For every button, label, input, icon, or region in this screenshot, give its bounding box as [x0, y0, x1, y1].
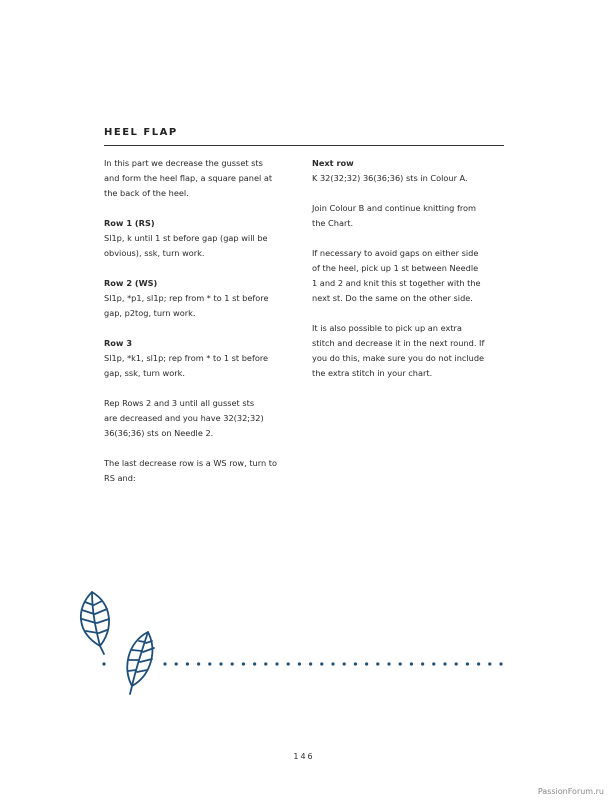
leaf-icon	[81, 592, 109, 654]
extra-line: stitch and decrease it in the next round. If	[312, 338, 485, 348]
heading-rule	[104, 145, 504, 146]
row2-line: Sl1p, *p1, sl1p; rep from * to 1 st before	[104, 293, 269, 303]
last-row-paragraph	[104, 456, 300, 486]
dot	[197, 662, 200, 665]
dotted-line	[102, 662, 502, 665]
row3-block	[104, 336, 300, 381]
intro-line: In this part we decrease the gusset sts	[104, 158, 263, 168]
leaf-icon	[127, 632, 154, 694]
dot	[309, 662, 312, 665]
row1-line: Sl1p, k until 1 st before gap (gap will be	[104, 233, 268, 243]
leaf-decoration	[70, 588, 510, 698]
repeat-paragraph	[104, 396, 300, 441]
join-line: Join Colour B and continue knitting from	[312, 203, 477, 213]
page-number: 146	[293, 752, 315, 761]
dot	[387, 662, 390, 665]
dot	[264, 662, 267, 665]
next-row-line: K 32(32;32) 36(36;36) sts in Colour A.	[312, 173, 468, 183]
join-line: the Chart.	[312, 218, 354, 228]
gap-line: next st. Do the same on the other side.	[312, 293, 473, 303]
dot	[354, 662, 357, 665]
next-row-block	[312, 156, 508, 186]
dot	[163, 662, 166, 665]
extra-stitch-paragraph	[312, 321, 508, 381]
intro-line: and form the heel flap, a square panel at	[104, 173, 273, 183]
dot	[175, 662, 178, 665]
dot	[488, 662, 491, 665]
row1-line: obvious), ssk, turn work.	[104, 248, 205, 258]
dot	[253, 662, 256, 665]
row3-line: Sl1p, *k1, sl1p; rep from * to 1 st before	[104, 353, 269, 363]
dot	[242, 662, 245, 665]
extra-line: It is also possible to pick up an extra	[312, 323, 462, 333]
join-paragraph	[312, 201, 508, 231]
last-row-line: RS and:	[104, 473, 136, 483]
dot	[499, 662, 502, 665]
last-row-line: The last decrease row is a WS row, turn to	[104, 458, 277, 468]
extra-line: the extra stitch in your chart.	[312, 368, 433, 378]
dot	[376, 662, 379, 665]
gap-line: of the heel, pick up 1 st between Needle	[312, 263, 479, 273]
gap-line: If necessary to avoid gaps on either side	[312, 248, 479, 258]
gap-paragraph	[312, 246, 508, 306]
row1-title: Row 1 (RS)	[104, 218, 155, 228]
dot	[410, 662, 413, 665]
intro-line: the back of the heel.	[104, 188, 189, 198]
row2-block	[104, 276, 300, 321]
dot	[208, 662, 211, 665]
section-heading: HEEL FLAP	[104, 127, 178, 138]
dot	[287, 662, 290, 665]
dot	[275, 662, 278, 665]
next-row-title: Next row	[312, 158, 354, 168]
dot	[102, 662, 105, 665]
dot	[186, 662, 189, 665]
row3-line: gap, ssk, turn work.	[104, 368, 185, 378]
dot	[365, 662, 368, 665]
dot	[219, 662, 222, 665]
repeat-line: are decreased and you have 32(32;32)	[104, 413, 264, 423]
dot	[466, 662, 469, 665]
row3-title: Row 3	[104, 338, 133, 348]
dot	[432, 662, 435, 665]
gap-line: 1 and 2 and knit this st together with the	[312, 278, 481, 288]
dot	[399, 662, 402, 665]
dot	[443, 662, 446, 665]
dot	[331, 662, 334, 665]
dot	[421, 662, 424, 665]
dot	[231, 662, 234, 665]
dot	[320, 662, 323, 665]
dot	[477, 662, 480, 665]
dot	[343, 662, 346, 665]
right-column	[312, 156, 508, 381]
row2-title: Row 2 (WS)	[104, 278, 158, 288]
repeat-line: Rep Rows 2 and 3 until all gusset sts	[104, 398, 255, 408]
intro-paragraph	[104, 156, 300, 201]
dot	[298, 662, 301, 665]
row2-line: gap, p2tog, turn work.	[104, 308, 196, 318]
leaf-decoration-svg	[70, 588, 510, 698]
repeat-line: 36(36;36) sts on Needle 2.	[104, 428, 214, 438]
extra-line: you do this, make sure you do not include	[312, 353, 485, 363]
left-column	[104, 156, 300, 486]
row1-block	[104, 216, 300, 261]
watermark: PassionForum.ru	[537, 787, 604, 796]
dot	[455, 662, 458, 665]
